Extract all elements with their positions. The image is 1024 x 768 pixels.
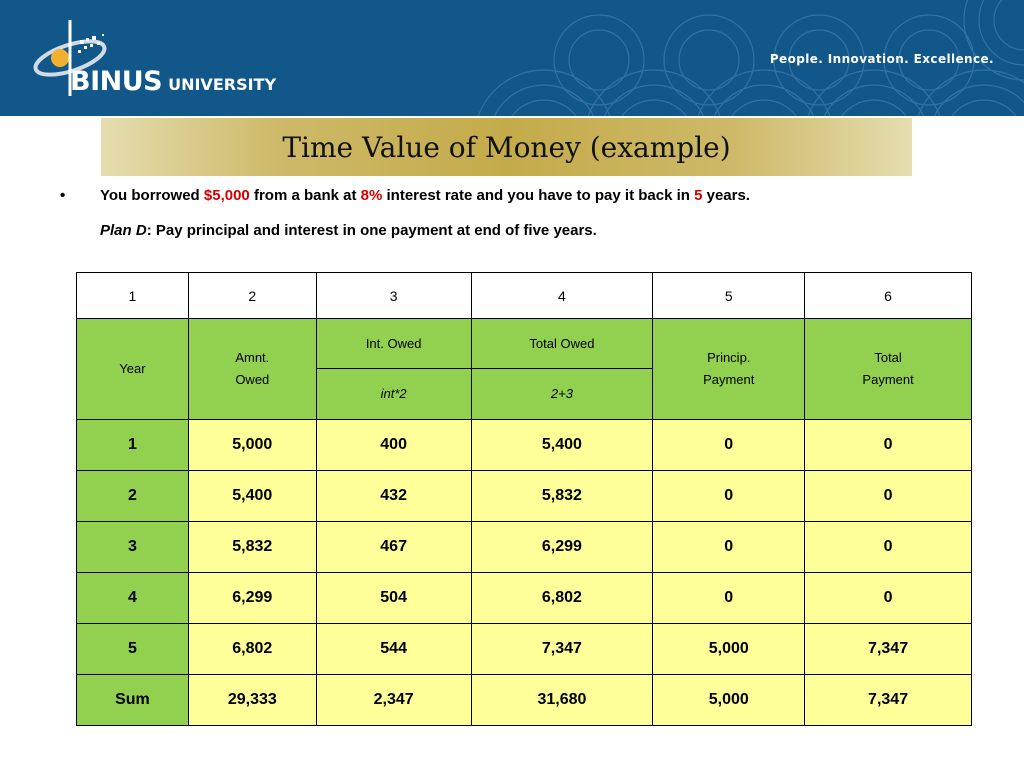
header-princip-line2: Payment — [703, 372, 755, 387]
cell-total-owed: 5,832 — [471, 471, 653, 522]
header-row-1 — [77, 319, 972, 369]
cell-amnt: 5,832 — [188, 522, 316, 573]
col-number: 3 — [316, 273, 471, 319]
header-int-formula: int*2 — [316, 369, 471, 420]
cell-year: 4 — [77, 573, 189, 624]
cell-interest: 432 — [316, 471, 471, 522]
bullet-statement — [60, 187, 750, 204]
cell-year: 1 — [77, 420, 189, 471]
cell-sum-interest: 2,347 — [316, 675, 471, 726]
bullet-text-4: years. — [702, 187, 750, 204]
cell-princip: 0 — [653, 471, 805, 522]
cell-total-owed: 5,400 — [471, 420, 653, 471]
cell-interest: 504 — [316, 573, 471, 624]
header-int-owed: Int. Owed — [316, 319, 471, 369]
cell-sum-total-owed: 31,680 — [471, 675, 653, 726]
cell-total-owed: 7,347 — [471, 624, 653, 675]
table-row — [77, 573, 972, 624]
cell-interest: 400 — [316, 420, 471, 471]
bullet-text-2: from a bank at — [249, 187, 361, 204]
tagline: People. Innovation. Excellence. — [769, 52, 994, 66]
header-total-payment — [805, 319, 972, 420]
cell-sum-label: Sum — [77, 675, 189, 726]
bullet-text-3: interest rate and you have to pay it back in — [382, 187, 695, 204]
logo-brand: BINUS — [70, 66, 163, 97]
bullet-marker: • — [60, 187, 66, 204]
header-year: Year — [77, 319, 189, 420]
cell-amnt: 6,802 — [188, 624, 316, 675]
loan-years: 5 — [694, 187, 703, 204]
header-total-formula: 2+3 — [471, 369, 653, 420]
cell-amnt: 5,400 — [188, 471, 316, 522]
col-number: 5 — [653, 273, 805, 319]
cell-amnt: 5,000 — [188, 420, 316, 471]
col-number: 4 — [471, 273, 653, 319]
cell-year: 3 — [77, 522, 189, 573]
table-row — [77, 471, 972, 522]
cell-princip: 5,000 — [653, 624, 805, 675]
interest-rate: 8% — [360, 187, 383, 204]
cell-princip: 0 — [653, 573, 805, 624]
table-row — [77, 420, 972, 471]
cell-total-payment: 0 — [805, 471, 972, 522]
cell-sum-total-payment: 7,347 — [805, 675, 972, 726]
column-number-row — [77, 273, 972, 319]
cell-year: 2 — [77, 471, 189, 522]
cell-amnt: 6,299 — [188, 573, 316, 624]
header-total-line1: Total — [874, 350, 902, 365]
cell-princip: 0 — [653, 522, 805, 573]
col-number: 2 — [188, 273, 316, 319]
cell-interest: 544 — [316, 624, 471, 675]
header-princip-line1: Princip. — [707, 350, 751, 365]
plan-description — [100, 222, 597, 239]
header-amnt-owed — [188, 319, 316, 420]
title-bar — [101, 118, 912, 176]
header-total-owed: Total Owed — [471, 319, 653, 369]
cell-total-payment: 0 — [805, 420, 972, 471]
slide-title: Time Value of Money (example) — [282, 130, 731, 164]
cell-total-owed: 6,299 — [471, 522, 653, 573]
header-princip-payment — [653, 319, 805, 420]
plan-text: : Pay principal and interest in one payment at end of five years. — [146, 222, 597, 239]
cell-princip: 0 — [653, 420, 805, 471]
header-amnt-line2: Owed — [235, 372, 270, 387]
loan-schedule-table — [76, 272, 972, 726]
bullet-text-1: You borrowed — [100, 187, 204, 204]
cell-total-payment: 0 — [805, 522, 972, 573]
cell-total-payment: 7,347 — [805, 624, 972, 675]
sum-row — [77, 675, 972, 726]
cell-total-payment: 0 — [805, 573, 972, 624]
header-band — [0, 0, 1024, 116]
logo-wordmark — [70, 66, 276, 97]
cell-interest: 467 — [316, 522, 471, 573]
logo-sub: UNIVERSITY — [168, 75, 277, 94]
cell-total-owed: 6,802 — [471, 573, 653, 624]
table-row — [77, 624, 972, 675]
cell-sum-amnt: 29,333 — [188, 675, 316, 726]
header-total-line2: Payment — [862, 372, 914, 387]
table-row — [77, 522, 972, 573]
header-amnt-line1: Amnt. — [235, 350, 270, 365]
loan-amount: $5,000 — [203, 187, 250, 204]
cell-sum-princip: 5,000 — [653, 675, 805, 726]
cell-year: 5 — [77, 624, 189, 675]
col-number: 1 — [77, 273, 189, 319]
col-number: 6 — [805, 273, 972, 319]
plan-label: Plan D — [100, 222, 147, 239]
